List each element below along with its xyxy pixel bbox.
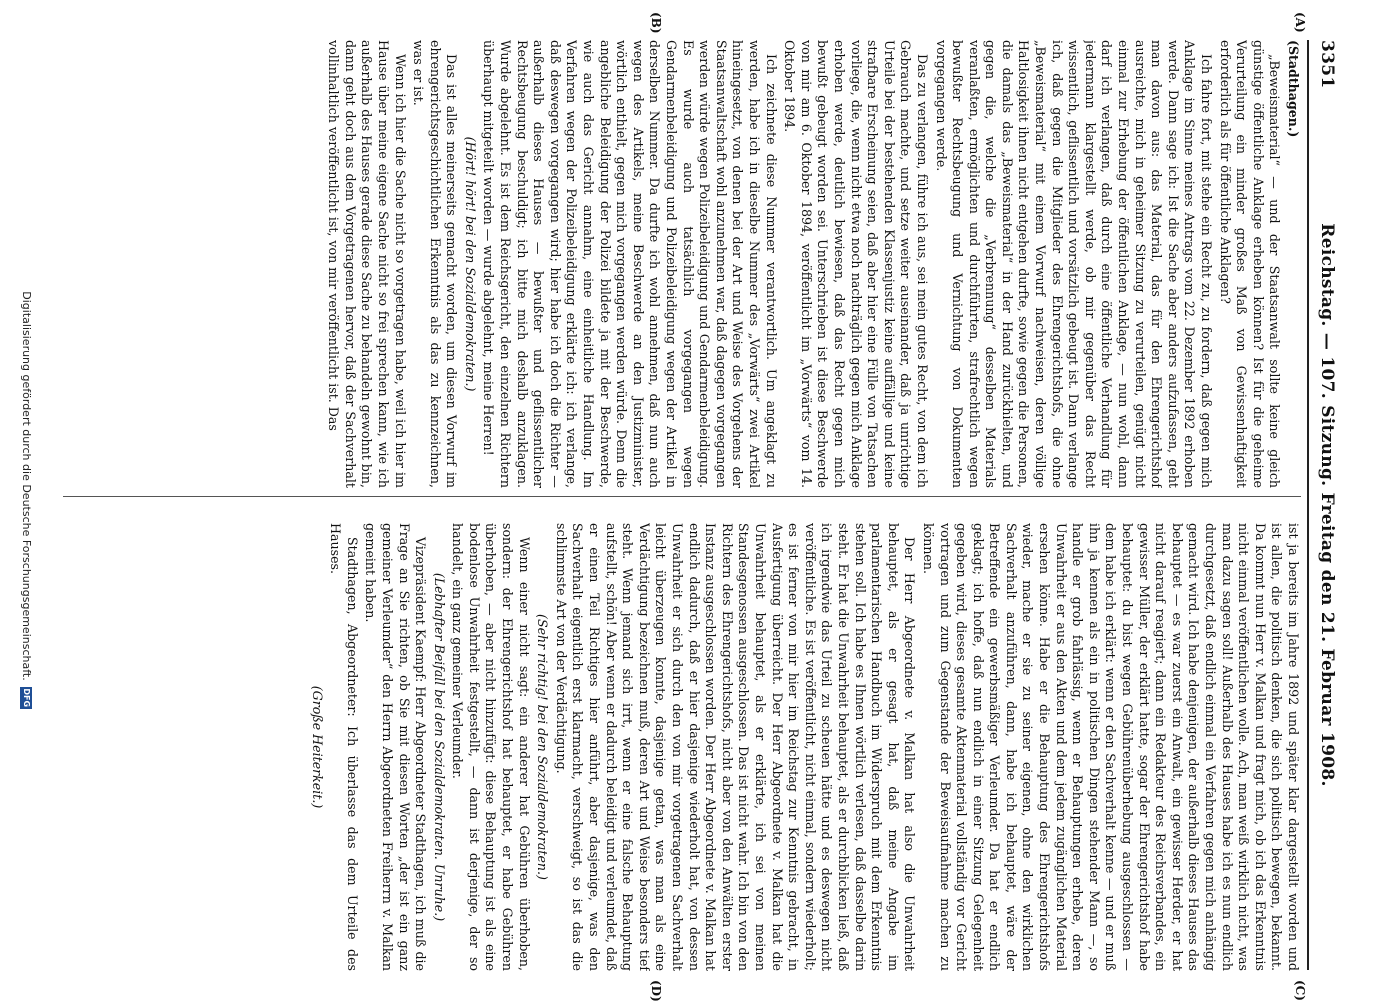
header-rule (1307, 40, 1309, 970)
paragraph: Vizepräsident Kaempf: Herr Abgeordneter Stadthagen, ich muß die Frage an Sie richten, ob Sie mit diesen Worten „der ist ein ganz gemeiner Verleumder“ den Herrn Abgeordneten Freiherrn v. Malkan gemeint haben. (363, 523, 429, 971)
speaker-running-head: (Stadthagen.) (1286, 40, 1301, 138)
page-number: 3351 (1317, 40, 1337, 89)
interjection: (Große Heiterkeit.) (309, 685, 325, 809)
page-header (1309, 40, 1337, 970)
paragraph: „Beweismaterial“ — und der Staatsanwalt sollte keine gleich günstige öffentliche Anklage erheben können? Ist für die geheime Verurteilung ein minder großes Maß von Gewissenhaftigkeit erforderlich als für öffentliche Anklagen? (1217, 40, 1283, 488)
column-divider (63, 496, 1301, 497)
paragraph: ist ja bereits im Jahre 1892 und später klar dargestellt worden und ist allen, die politisch denken, die sich politisch bewegen, bekannt. Da kommt nun Herr v. Malkan und fragt mich, ob ich das Erkenntnis nicht einmal veröffentlichen wolle. Ach, man weiß wirklich nicht, was man dazu sagen soll! Außerhalb des Hauses habe ich es nun endlich durchgesetzt, daß endlich einmal ein Verfahren gegen mich anhängig gemacht wird. Ich habe denjenigen, der außerhalb dieses Hauses das behauptet — es war zuerst ein Anwalt, ein gewisser Herder, er hat nicht darauf reagiert; dann ein Redakteur des Reichsverbandes, ein gewisser Müller, der erklärt hatte, sogar der Ehrengerichtshof habe behauptet: du bist wegen Gebührenüberhebung ausgeschlossen — dem habe ich erklärt: wenn er den Sachverhalt kenne — und er muß ihn ja kennen als ein in politischen Dingen stehender Mann —, so handle er grob fahrlässig, wenn er Behauptungen erhebe, deren Unwahrheit er aus den Akten und dem jedem zugänglichen Material ersehen könne. Habe er die Behauptung des Ehrengerichtshofs wieder, mache er sie zu seiner eigenen, ohne den wirklichen Sachverhalt anzuführen, dann, habe ich behauptet, wäre der Betreffende ein gewerbsmäßiger Verleumder. Da hat er endlich geklagt; ich hoffe, daß nun endlich in einer Sitzung Gelegenheit gegeben wird, dieses gesamte Aktenmaterial vollständig vor Gericht vortragen und zum Gegenstande der Beweisaufnahme machen zu können. (920, 523, 1301, 971)
paragraph: Ich zeichnete diese Nummer verantwortlich. Um angeklagt zu werden, habe ich in dieselbe Nummer des „Vorwärts“ zwei Artikel hineingesetzt, von denen bei der Art und Weise des Vorgehens der Staatsanwaltschaft wohl anzunehmen war, daß dagegen vorgegangen werden würde wegen Polizeibeleidigung und Gendarmenbeleidigung. Es wurde auch tatsächlich vorgegangen wegen Gendarmenbeleidigung und Polizeibeleidigung wegen der Artikel in derselben Nummer. Da durfte ich wohl annehmen, daß nun auch wegen des Artikels, meine Beschwerde an den Justizminister, wörtlich enthielt, gegen mich vorgegangen werden würde. Denn die angebliche Beleidigung der Polizei bildete ja mit der Beschwerde, wie auch das Gericht annahm, eine einheitliche Handlung. Im Verfahren wegen der Polizeibeleidigung erklärte ich: ich verlange, daß deswegen vorgegangen wird; hier habe ich doch die Richter — außerhalb dieses Hauses — bewußter und geflissentlicher Rechtsbeugung beschuldigt; ich bitte mich deshalb anzuklagen. Wurde abgelehnt. Es ist dem Reichsgericht, den einzelnen Richtern überhaupt mitgeteilt worden — wurde abgelehnt, meine Herren! (481, 40, 779, 488)
digitization-credit (20, 0, 33, 1000)
interjection: (Hört! hört! bei den Sozialdemokraten.) (462, 136, 478, 392)
interjection: (Sehr richtig! bei den Sozialdemokraten.) (535, 614, 551, 880)
paragraph: Das zu verlangen, führe ich aus, sei mein gutes Recht, von dem ich Gebrauch machte, und setze weiter auseinander, daß ja unrichtige Urteile bei der bestehenden Klassenjustiz keine auffällige und keine strafbare Erscheinung seien, daß aber hier eine Fülle von Tatsachen vorliege, die, wenn nicht etwa noch nachträglich gegen mich Anklage erhoben werde, deutlich bewiesen, daß das Recht gegen mich bewußt gebeugt worden sei. Unterschrieben ist diese Beschwerde von mir am 6. Oktober 1894, veröffentlicht im „Vorwärts“ vom 14. Oktober 1894. (782, 40, 930, 488)
paragraph: Stadthagen, Abgeordneter: Ich überlasse das dem Urteile des Hauses. (328, 523, 360, 971)
margin-marker-b: (B) (649, 12, 663, 34)
right-column (63, 523, 1301, 971)
page-title: Reichstag. — 107. Sitzung. Freitag den 21. Februar 1908. (1317, 223, 1337, 787)
margin-marker-d: (D) (649, 980, 663, 1002)
paragraph: Ich fahre fort, mit stehe ein Recht zu, zu fordern, daß gegen mich Anklage im Sinne meines Antrags vom 22. Dezember 1892 erhoben werde. Dann sage ich: Ist die Sache aber anders aufzufassen, geht man davon aus: das Material, das für den Ehrengerichtshof ausreichte, mich in geheimer Sitzung zu verurteilen, genügt nicht einmal zur Erhebung der öffentlichen Anklage, — nun wohl, dann darf ich verlangen, daß durch eine öffentliche Verhandlung für jedermann klargestellt werde, ob mir gegenüber das Recht wissentlich, geflissentlich und vorsätzlich gebeugt ist. Dann verlange ich, daß gegen die Mitglieder des Ehrengerichtshofs, die ohne „Beweismaterial“ mit einem Vorwurf nachweisen, deren völlige Haltlosigkeit ihnen nicht entgehen durfte, sowie gegen die Personen, die damals das „Beweismaterial“ in der Hand zurückhielten, und gegen die, welche die „Verbrennung“ desselben Materials veranlaßten, ermöglichten und durchführten, strafrechtlich wegen bewußter Rechtsbeugung und Vernichtung von Dokumenten vorgegangen werde. (933, 40, 1215, 488)
paragraph: Wenn ich hier die Sache nicht so vorgetragen habe, weil ich hier im Hause über meine eigene Sache nicht so frei sprechen kann, wie ich außerhalb des Hauses gerade diese Sache zu behandeln gewohnt bin, dann geht doch aus dem Vorgetragenen hervor, daß der Sachverhalt vollinhaltlich veröffentlicht ist, von mir veröffentlicht ist. Das (326, 40, 408, 488)
margin-marker-a: (A) (1293, 12, 1307, 33)
dfg-logo-icon: DFG (22, 688, 31, 708)
paragraph: Der Herr Abgeordnete v. Malkan hat also die Unwahrheit behauptet, als er gesagt hat, daß meine Angabe im parlamentarischen Handbuch im Widerspruch mit dem Erkenntnis stehen soll. Ich habe es Ihnen wörtlich verlesen, daß dasselbe darin steht. Er hat die Unwahrheit behauptet, als er durchblicken ließ, daß ich irgendwie das Urteil zu scheuen hätte und es deswegen nicht veröffentliche. Es ist veröffentlicht, nicht einmal, sondern wiederholt; es ist ferner von mir hier im Reichstag zur Kenntnis gebracht, in Ausfertigung überreicht. Der Herr Abgeordnete v. Malkan hat die Unwahrheit behauptet, als er erklärte, ich sei von meinen Standesgenossen ausgeschlossen. Das ist nicht wahr. Ich bin von den Richtern des Ehrengerichtshofs, nicht aber von den Anwälten erster Instanz ausgeschlossen worden. Der Herr Abgeordnete v. Malkan hat endlich dadurch, daß er hier dasjenige wiederholt hat, von dessen Unwahrheit er sich durch den von mir vorgetragenen Sachverhalt leicht überzeugen konnte, dasjenige getan, was man als eine Verdächtigung bezeichnen muß, deren Art und Weise besonders tief steht. Wenn jemand sich irrt, wenn er eine falsche Behauptung aufstellt, schön! Aber wenn er dadurch beleidigt und verleumdet, daß er einen Teil Richtiges hier anführt, aber dasjenige, was den Sachverhalt eigentlich erst klarmacht, verschweigt, so ist das die schlimmste Art von der Verdächtigung. (553, 523, 918, 971)
left-column (63, 40, 1301, 488)
interjection: (Lebhafter Beifall bei den Sozialdemokraten. Unruhe.) (431, 572, 447, 922)
paragraph: Das ist alles meinerseits gemacht worden, um diesen Vorwurf im ehrengerichtsgeschichtlichen Erkenntnis als das zu kennzeichnen, was er ist. (411, 40, 460, 488)
credit-text: Digitalisierung gefördert durch die Deutsche Forschungsgemeinschaft. (20, 291, 33, 681)
margin-marker-c: (C) (1293, 980, 1307, 1001)
paragraph: Wenn einer nicht sagt: ein anderer hat Gebühren überhoben, sondern: der Ehrengerichtshof hat behauptet, er habe Gebühren überhoben, — aber nicht hinzufügt: diese Behauptung ist als eine bodenlose Unwahrheit festgestellt, — dann ist derjenige, der so handelt, ein ganz gemeiner Verleumder. (450, 523, 532, 971)
